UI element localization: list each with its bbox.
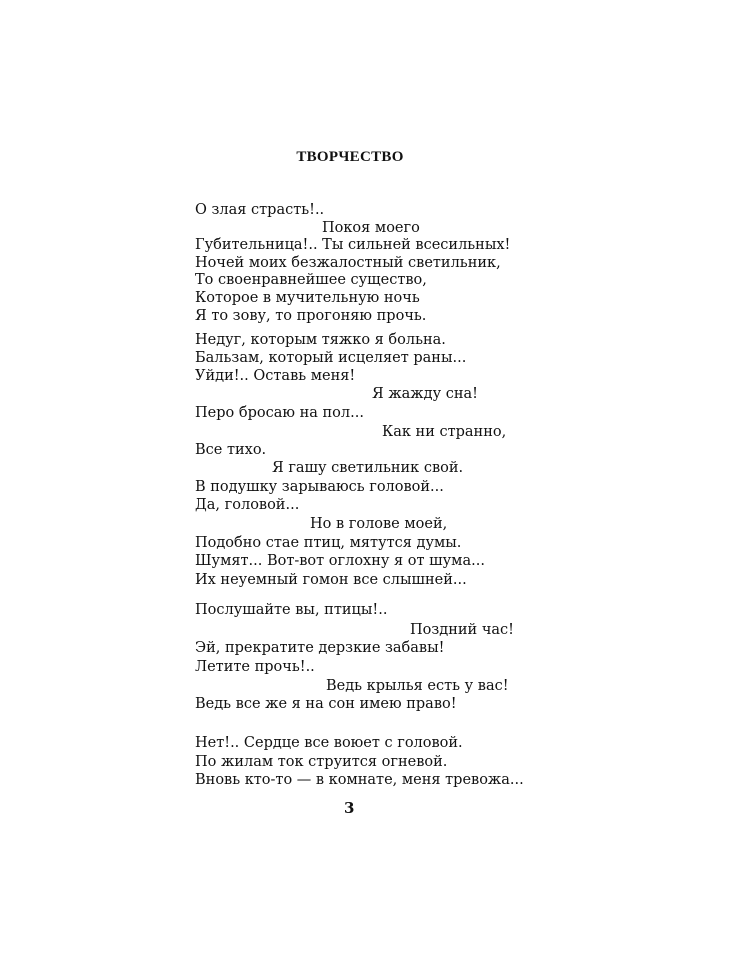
poem-line: Подобно стае птиц, мятутся думы. <box>195 535 462 551</box>
poem-line: Ночей моих безжалостный светильник, <box>195 255 501 271</box>
poem-line: Уйди!.. Оставь меня! <box>195 368 356 384</box>
poem-line: Как ни странно, <box>382 424 507 440</box>
poem-line: Которое в мучительную ночь <box>195 290 420 306</box>
poem-line: Нет!.. Сердце все воюет с головой. <box>195 735 463 751</box>
poem-line: По жилам ток струится огневой. <box>195 754 448 770</box>
poem-line: Покоя моего <box>322 220 420 236</box>
poem-line: В подушку зарываюсь головой... <box>195 479 444 495</box>
poem-line: Я жажду сна! <box>372 386 478 402</box>
page-number: 3 <box>344 799 355 817</box>
poem-line: Поздний час! <box>410 622 514 638</box>
poem-line: Все тихо. <box>195 442 267 458</box>
poem-line: Их неуемный гомон все слышней... <box>195 572 467 588</box>
poem-line: Вновь кто-то — в комнате, меня тревожа... <box>195 772 524 788</box>
poem-line: То своенравнейшее существо, <box>195 272 427 288</box>
poem-line: Я то зову, то прогоняю прочь. <box>195 308 427 324</box>
poem-line: Ведь крылья есть у вас! <box>326 678 509 694</box>
poem-line: Губительница!.. Ты сильней всесильных! <box>195 237 511 253</box>
poem-line: Бальзам, который исцеляет раны... <box>195 350 467 366</box>
poem-line: Недуг, которым тяжко я больна. <box>195 332 446 348</box>
poem-line: Послушайте вы, птицы!.. <box>195 602 388 618</box>
poem-line: О злая страсть!.. <box>195 202 325 218</box>
poem-line: Шумят... Вот-вот оглохну я от шума... <box>195 553 485 569</box>
poem-title: ТВОРЧЕСТВО <box>296 149 404 165</box>
poem-line: Да, головой... <box>195 497 300 513</box>
poem-line: Но в голове моей, <box>310 516 448 532</box>
poem-line: Ведь все же я на сон имею право! <box>195 696 457 712</box>
poem-line: Перо бросаю на пол... <box>195 405 364 421</box>
poem-line: Я гашу светильник свой. <box>272 460 464 476</box>
poem-line: Летите прочь!.. <box>195 659 315 675</box>
poem-line: Эй, прекратите дерзкие забавы! <box>195 640 445 656</box>
